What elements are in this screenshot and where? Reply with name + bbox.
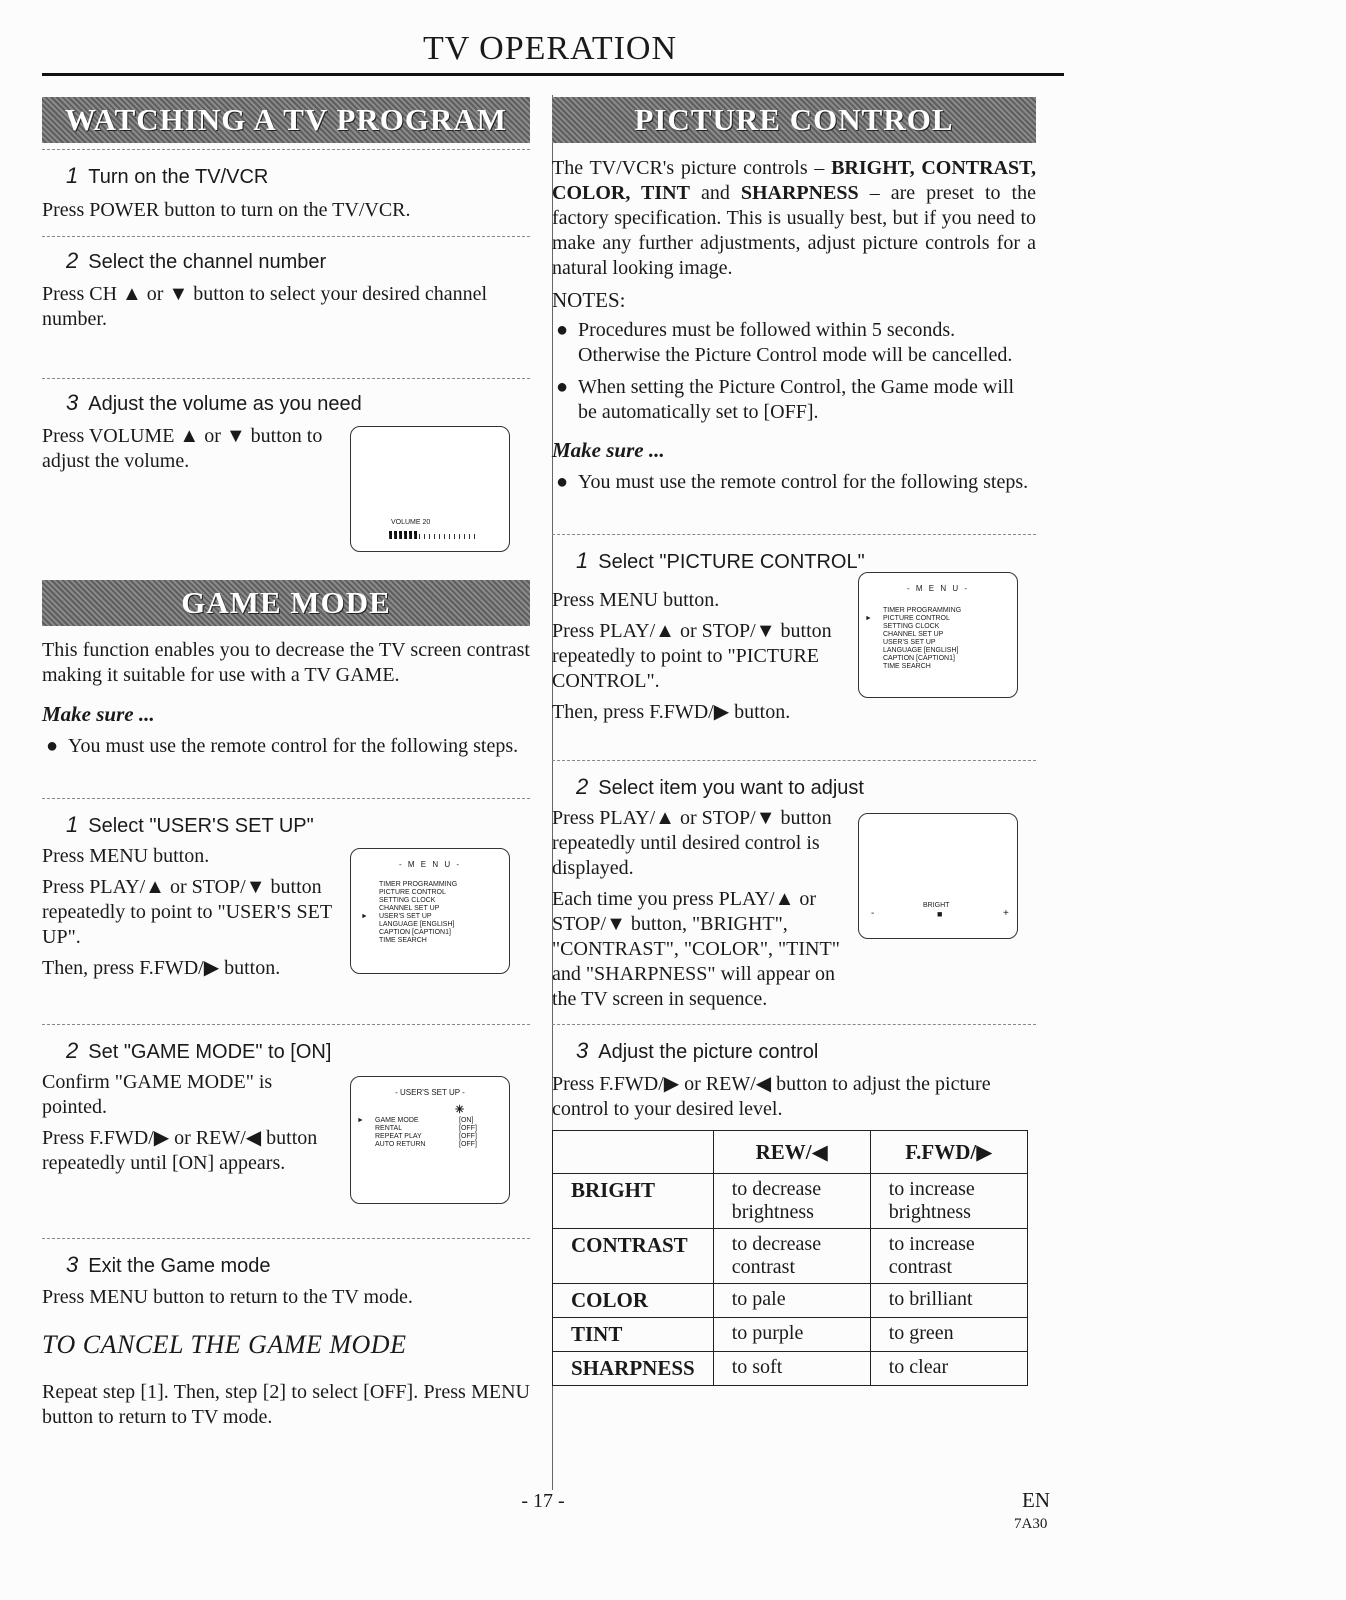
- picture-banner: PICTURE CONTROL: [552, 97, 1036, 143]
- paragraph: Press PLAY/▲ or STOP/▼ button repeatedly to point to "USER'S SET UP".: [42, 876, 332, 948]
- bullet-dot: ●: [556, 319, 569, 341]
- bullet-text: Procedures must be followed within 5 seconds. Otherwise the Picture Control mode will be cancelled.: [578, 319, 1013, 366]
- intro-text: – are preset to the factory specification. This is usually best, but if you need to make any further adjustments, adjust picture controls for a natural looking image.: [552, 182, 1036, 279]
- table-header: [553, 1131, 714, 1174]
- intro-text: and: [689, 182, 741, 204]
- step-title: Select "USER'S SET UP": [88, 815, 314, 837]
- page-title: TV OPERATION: [422, 30, 678, 67]
- menu-title: - M E N U -: [399, 860, 461, 869]
- users-setup-value: [ON]: [459, 1117, 474, 1124]
- step-number: 2: [576, 774, 589, 799]
- picture-step-2-heading: [576, 774, 864, 800]
- menu-item: SETTING CLOCK: [379, 897, 436, 904]
- divider: [42, 1024, 530, 1025]
- step-number: 3: [66, 1252, 79, 1277]
- game-banner: GAME MODE: [42, 580, 530, 626]
- note-2: [556, 375, 1036, 425]
- divider: [42, 798, 530, 799]
- menu-item: PICTURE CONTROL: [883, 615, 950, 622]
- menu-item: LANGUAGE [ENGLISH]: [379, 921, 455, 928]
- picture-step-3-heading: [576, 1038, 818, 1064]
- users-setup-value: [OFF]: [459, 1133, 477, 1140]
- step-title: Adjust the volume as you need: [88, 393, 362, 415]
- document-code: 7A30: [1014, 1516, 1048, 1532]
- picture-step-3-body: Press F.FWD/▶ or REW/◀ button to adjust the picture control to your desired level.: [552, 1073, 991, 1120]
- language-code: EN: [1022, 1488, 1050, 1512]
- table-row: [553, 1284, 1028, 1318]
- menu-item: TIMER PROGRAMMING: [379, 881, 458, 888]
- table-cell: TINT: [553, 1318, 714, 1352]
- picture-step-2-p1: Press PLAY/▲ or STOP/▼ button repeatedly until desired control is displayed.: [552, 807, 832, 879]
- table-row: [553, 1352, 1028, 1386]
- step-title: Set "GAME MODE" to [ON]: [88, 1041, 332, 1063]
- table-cell: to pale: [713, 1284, 870, 1318]
- volume-screen: [350, 426, 510, 552]
- table-cell: to brilliant: [870, 1284, 1027, 1318]
- divider: [552, 760, 1036, 761]
- menu-item: TIMER PROGRAMMING: [883, 607, 962, 614]
- step-number: 1: [576, 548, 589, 573]
- divider: [42, 1238, 530, 1239]
- menu-item: TIME SEARCH: [883, 663, 931, 670]
- table-header: REW/◀: [713, 1131, 870, 1174]
- watching-step-1-heading: [66, 163, 268, 189]
- users-setup-list: [375, 1117, 425, 1149]
- watching-step-1-body: Press POWER button to turn on the TV/VCR.: [42, 199, 411, 221]
- volume-bar: [389, 531, 475, 539]
- bullet-text: You must use the remote control for the following steps.: [578, 471, 1029, 493]
- menu-pointer: ►: [361, 913, 368, 920]
- volume-bar-track: [389, 534, 475, 539]
- step-number: 1: [66, 812, 79, 837]
- bullet-text: When setting the Picture Control, the Game mode will be automatically set to [OFF].: [578, 376, 1015, 423]
- bright-marker-icon: ■: [937, 909, 943, 919]
- bright-minus: -: [871, 908, 875, 919]
- bullet-dot: ●: [556, 376, 569, 398]
- menu-pointer: ►: [357, 1117, 364, 1124]
- divider: [42, 378, 530, 379]
- table-cell: CONTRAST: [553, 1229, 714, 1284]
- paragraph: Then, press F.FWD/▶ button.: [42, 957, 281, 979]
- menu-item: PICTURE CONTROL: [379, 889, 446, 896]
- game-intro: This function enables you to decrease the TV screen contrast making it suitable for use with a TV GAME.: [42, 639, 530, 686]
- watching-step-2-body: Press CH ▲ or ▼ button to select your desired channel number.: [42, 283, 488, 330]
- picture-step-1-body: [552, 588, 842, 725]
- watching-step-3-heading: [66, 390, 362, 416]
- intro-sharpness: SHARPNESS: [740, 182, 859, 204]
- table-cell: to decrease contrast: [713, 1229, 870, 1284]
- divider: [552, 1024, 1036, 1025]
- step-title: Adjust the picture control: [598, 1041, 819, 1063]
- table-cell: COLOR: [553, 1284, 714, 1318]
- menu-item: CAPTION [CAPTION1]: [379, 929, 451, 936]
- picture-step-1-heading: [576, 548, 865, 574]
- game-step-1-heading: [66, 812, 314, 838]
- blink-icon: ✳: [455, 1104, 465, 1116]
- table-row: [553, 1174, 1028, 1229]
- volume-label: VOLUME 20: [391, 519, 431, 526]
- paragraph: Press PLAY/▲ or STOP/▼ button repeatedly to point to "PICTURE CONTROL".: [552, 620, 832, 692]
- title-rule: [42, 73, 1064, 76]
- table-cell: to purple: [713, 1318, 870, 1352]
- step-title: Select "PICTURE CONTROL": [598, 551, 865, 573]
- menu-screen-picture: [858, 572, 1018, 698]
- divider: [42, 236, 530, 237]
- table-cell: to clear: [870, 1352, 1027, 1386]
- bright-plus: +: [1003, 908, 1009, 919]
- table-header: F.FWD/▶: [870, 1131, 1027, 1174]
- step-number: 2: [66, 248, 79, 273]
- step-title: Select the channel number: [88, 251, 327, 273]
- game-step-3-body: Press MENU button to return to the TV mode.: [42, 1286, 413, 1308]
- menu-screen: [350, 848, 510, 974]
- menu-item: USER'S SET UP: [379, 913, 432, 920]
- step-title: Exit the Game mode: [88, 1255, 271, 1277]
- paragraph: Press MENU button.: [552, 589, 720, 611]
- note-1: [556, 318, 1036, 368]
- picture-make-sure: Make sure ...: [552, 438, 665, 462]
- step-number: 3: [576, 1038, 589, 1063]
- paragraph: Confirm "GAME MODE" is pointed.: [42, 1071, 273, 1118]
- step-number: 1: [66, 163, 79, 188]
- bright-screen: [858, 813, 1018, 939]
- bullet-dot: ●: [556, 471, 569, 493]
- table-cell: to soft: [713, 1352, 870, 1386]
- step-number: 3: [66, 390, 79, 415]
- picture-control-table: [552, 1130, 1028, 1386]
- menu-item: SETTING CLOCK: [883, 623, 940, 630]
- watching-step-2-heading: [66, 248, 326, 274]
- users-setup-screen: [350, 1076, 510, 1204]
- game-step-1-body: [42, 844, 332, 981]
- table-cell: BRIGHT: [553, 1174, 714, 1229]
- users-setup-value: [OFF]: [459, 1125, 477, 1132]
- table-cell: to decrease brightness: [713, 1174, 870, 1229]
- users-setup-title: - USER'S SET UP -: [395, 1088, 465, 1097]
- picture-bullet: [556, 470, 1036, 495]
- users-setup-values: [459, 1117, 477, 1149]
- table-cell: to increase contrast: [870, 1229, 1027, 1284]
- table-header-row: [553, 1131, 1028, 1174]
- users-setup-item: AUTO RETURN: [375, 1141, 426, 1148]
- table-cell: to increase brightness: [870, 1174, 1027, 1229]
- menu-title: - M E N U -: [907, 584, 969, 593]
- bright-label: BRIGHT: [923, 902, 950, 909]
- table-row: [553, 1318, 1028, 1352]
- game-make-sure: Make sure ...: [42, 702, 155, 726]
- paragraph: Then, press F.FWD/▶ button.: [552, 701, 791, 723]
- menu-item: CHANNEL SET UP: [883, 631, 944, 638]
- table-cell: to green: [870, 1318, 1027, 1352]
- page-number: - 17 -: [521, 1490, 565, 1512]
- game-step-2-body: [42, 1070, 332, 1176]
- watching-banner: WATCHING A TV PROGRAM: [42, 97, 530, 143]
- step-number: 2: [66, 1038, 79, 1063]
- game-bullet: [46, 734, 530, 759]
- table-row: [553, 1229, 1028, 1284]
- users-setup-item: RENTAL: [375, 1125, 403, 1132]
- menu-item: CHANNEL SET UP: [379, 905, 440, 912]
- notes-heading: NOTES:: [552, 288, 626, 312]
- menu-item: LANGUAGE [ENGLISH]: [883, 647, 959, 654]
- intro-text: The TV/VCR's picture controls –: [552, 157, 832, 179]
- menu-list: [379, 881, 457, 945]
- divider: [552, 534, 1036, 535]
- users-setup-item: GAME MODE: [375, 1117, 419, 1124]
- step-title: Select item you want to adjust: [598, 777, 864, 799]
- paragraph: Press F.FWD/▶ or REW/◀ button repeatedly until [ON] appears.: [42, 1127, 318, 1174]
- watching-step-3-body: Press VOLUME ▲ or ▼ button to adjust the volume.: [42, 425, 323, 472]
- menu-item: CAPTION [CAPTION1]: [883, 655, 955, 662]
- menu-list: [883, 607, 961, 671]
- bullet-text: You must use the remote control for the following steps.: [68, 735, 519, 757]
- bullet-dot: ●: [46, 735, 59, 757]
- users-setup-value: [OFF]: [459, 1141, 477, 1148]
- cancel-heading: TO CANCEL THE GAME MODE: [42, 1330, 407, 1359]
- paragraph: Each time you press PLAY/▲ or STOP/▼ button, "BRIGHT", "CONTRAST", "COLOR", "TINT" and "SHARPNESS" will appear on the TV screen in sequence.: [552, 888, 840, 1010]
- step-title: Turn on the TV/VCR: [88, 166, 269, 188]
- menu-pointer: ►: [865, 615, 872, 622]
- picture-intro: [552, 156, 1036, 281]
- game-step-2-heading: [66, 1038, 331, 1064]
- users-setup-item: REPEAT PLAY: [375, 1133, 422, 1140]
- game-step-3-heading: [66, 1252, 271, 1278]
- menu-item: TIME SEARCH: [379, 937, 427, 944]
- cancel-body: Repeat step [1]. Then, step [2] to select [OFF]. Press MENU button to return to TV mode.: [42, 1381, 530, 1428]
- intro-controls: BRIGHT, CONTRAST, COLOR, TINT: [552, 157, 1037, 204]
- paragraph: Press MENU button.: [42, 845, 210, 867]
- table-cell: SHARPNESS: [553, 1352, 714, 1386]
- divider: [42, 149, 530, 150]
- menu-item: USER'S SET UP: [883, 639, 936, 646]
